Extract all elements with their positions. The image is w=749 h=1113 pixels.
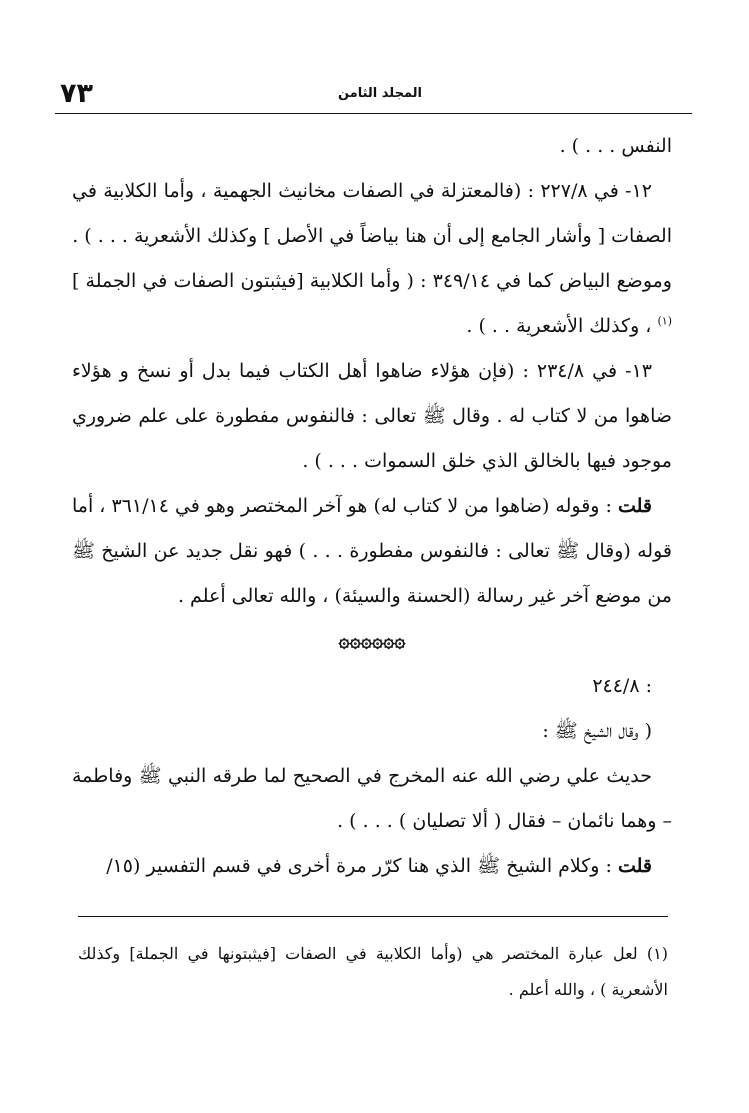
body-text (72, 124, 672, 889)
qult-label: قلت (617, 855, 652, 877)
item-12-note-tail: ، وكذلك الأشعرية . . ) . (466, 315, 652, 337)
footnote: (١) لعل عبارة المختصر هي (وأما الكلابية في الصفات [فيثبتونها في الجملة] وكذلك الأشعرية ) ، والله أعلم . (78, 944, 668, 999)
section-heading (72, 664, 672, 709)
paragraph-qult-1 (72, 484, 672, 619)
sheikh-quote-text: ( وقال الشيخ ﷺ : (542, 720, 652, 742)
footnote-rule (78, 916, 668, 917)
section-ref: : ٢٤٤/٨ (592, 675, 652, 697)
running-title: المجلد الثامن (337, 86, 423, 101)
paragraph-12 (72, 169, 672, 259)
paragraph-13 (72, 349, 672, 484)
item-13-text: (فإن هؤلاء ضاهوا أهل الكتاب فيما بدل أو نسخ و هؤلاء ضاهوا من لا كتاب له . وقال ﷺ تعالى : فالنفوس مفطورة على علم ضروري موجود فيها بالخالق الذي خلق السموات . . . ) . (72, 360, 672, 472)
qult-label: قلت (617, 495, 652, 517)
item-12-text: (فالمعتزلة في الصفات مخانيث الجهمية ، وأما الكلابية في الصفات [ وأشار الجامع إلى أن هنا بياضاً في الأصل ] وكذلك الأشعرية . . . ) . (72, 180, 672, 247)
hadith-paragraph (72, 754, 672, 844)
footnote-ref[interactable]: (١) (657, 314, 672, 328)
qult-1-text: : وقوله (ضاهوا من لا كتاب له) هو آخر المختصر وهو في ٣٦١/١٤ ، أما قوله (وقال ﷺ تعالى : فالنفوس مفطورة . . . ) فهو نقل جديد عن الشيخ ﷺ من موضع آخر غير رسالة (الحسنة والسيئة) ، والله تعالى أعلم . (72, 495, 672, 607)
item-13-number: ١٣- في ٢٣٤/٨ : (522, 360, 652, 382)
qult-2-text: : وكلام الشيخ ﷺ الذي هنا كرّر مرة أخرى في قسم التفسير (١٥/ (106, 855, 612, 877)
header-rule (55, 113, 692, 114)
paragraph-continuation (72, 124, 672, 169)
page-number: ٧٣ (60, 78, 93, 109)
item-12-note-text: وموضع البياض كما في ٣٤٩/١٤ : ( وأما الكلابية [فيثبتون الصفات في الجملة ] (72, 270, 672, 292)
sheikh-quote-intro (72, 709, 672, 754)
continuation-text: النفس . . . ) . (559, 135, 672, 157)
paragraph-qult-2 (72, 844, 672, 889)
section-separator: ۞۞۞۞۞۞ (338, 630, 406, 652)
hadith-text: حديث علي رضي الله عنه المخرج في الصحيح لما طرقه النبي ﷺ وفاطمة – وهما نائمان – فقال ( ألا تصليان ) . . . ) . (72, 765, 672, 832)
paragraph-12-note (72, 259, 672, 349)
item-12-number: ١٢- في ٢٢٧/٨ : (527, 180, 652, 202)
